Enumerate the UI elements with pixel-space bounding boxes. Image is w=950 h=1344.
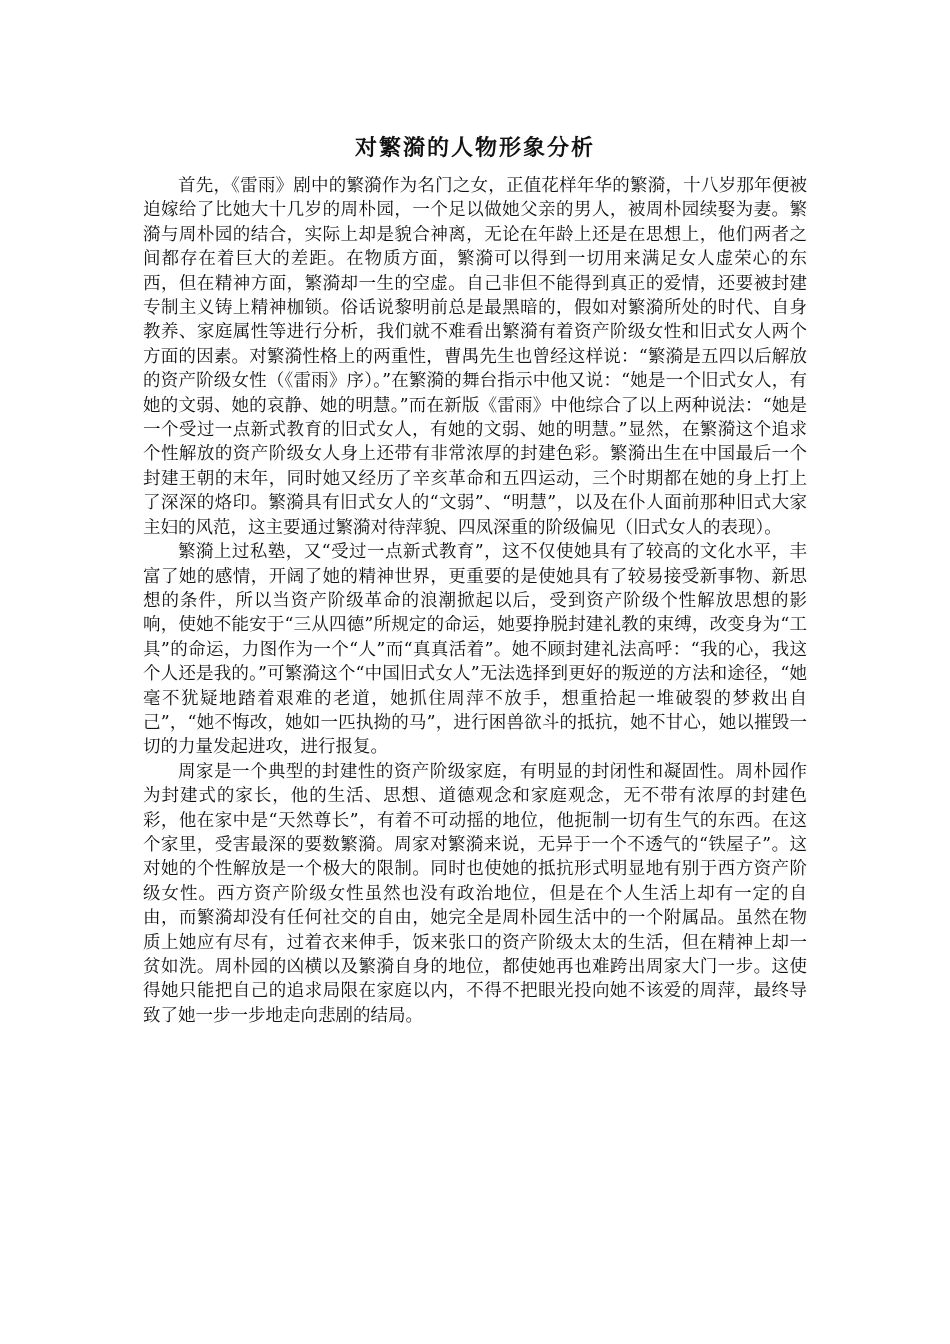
- document-title: 对繁漪的人物形象分析: [354, 135, 595, 161]
- paragraph-1: 首先，《雷雨》剧中的繁漪作为名门之女，正值花样年华的繁漪，十八岁那年便被迫嫁给了比她大十几岁的周朴园，一个足以做她父亲的男人，被周朴园续娶为妻。繁漪与周朴园的结合，实际上却是貌合神离，无论在年龄上还是在思想上，他们两者之间都存在着巨大的差距。在物质方面，繁漪可以得到一切用来满足女人虚荣心的东西，但在精神方面，繁漪却一生的空虚。自己非但不能得到真正的爱情，还要被封建专制主义铸上精神枷锁。俗话说黎明前总是最黑暗的，假如对繁漪所处的时代、自身教养、家庭属性等进行分析，我们就不难看出繁漪有着资产阶级女性和旧式女人两个方面的因素。对繁漪性格上的两重性，曹禺先生也曾经这样说：“繁漪是五四以后解放的资产阶级女性（《雷雨》序）。”在繁漪的舞台指示中他又说：“她是一个旧式女人，有她的文弱、她的哀静、她的明慧。”而在新版《雷雨》中他综合了以上两种说法：“她是一个受过一点新式教育的旧式女人，有她的文弱、她的明慧。”显然，在繁漪这个追求个性解放的资产阶级女人身上还带有非常浓厚的封建色彩。繁漪出生在中国最后一个封建王朝的末年，同时她又经历了辛亥革命和五四运动，三个时期都在她的身上打上了深深的烙印。繁漪具有旧式女人的“文弱”、“明慧”，以及在仆人面前那种旧式大家主妇的风范，这主要通过繁漪对待萍貌、四凤深重的阶级偏见（旧式女人的表现）。: [143, 176, 807, 538]
- paragraph-2: 繁漪上过私塾，又“受过一点新式教育”，这不仅使她具有了较高的文化水平，丰富了她的感情，开阔了她的精神世界，更重要的是使她具有了较易接受新事物、新思想的条件，所以当资产阶级革命的浪潮掀起以后，受到资产阶级个性解放思想的影响，使她不能安于“三从四德”所规定的命运，她要挣脱封建礼教的束缚，改变身为“工具”的命运，力图作为一个“人”而“真真活着”。她不顾封建礼法高呼：“我的心，我这个人还是我的。”可繁漪这个“中国旧式女人”无法选择到更好的叛逆的方法和途径，“她毫不犹疑地踏着艰难的老道，她抓住周萍不放手，想重拾起一堆破裂的梦救出自己”，“她不悔改，她如一匹执拗的马”，进行困兽欲斗的抵抗，她不甘心，她以摧毁一切的力量发起进攻，进行报复。: [143, 542, 807, 758]
- paragraph-3: 周家是一个典型的封建性的资产阶级家庭，有明显的封闭性和凝固性。周朴园作为封建式的家长，他的生活、思想、道德观念和家庭观念，无不带有浓厚的封建色彩，他在家中是“天然尊长”，有着不可动摇的地位，他扼制一切有生气的东西。在这个家里，受害最深的要数繁漪。周家对繁漪来说，无异于一个不透气的“铁屋子”。这对她的个性解放是一个极大的限制。同时也使她的抵抗形式明显地有别于西方资产阶级女性。西方资产阶级女性虽然也没有政治地位，但是在个人生活上却有一定的自由，而繁漪却没有任何社交的自由，她完全是周朴园生活中的一个附属品。虽然在物质上她应有尽有，过着衣来伸手，饭来张口的资产阶级太太的生活，但在精神上却一贫如洗。周朴园的凶横以及繁漪自身的地位，都使她再也难跨出周家大门一步。这使得她只能把自己的追求局限在家庭以内，不得不把眼光投向她不该爱的周萍，最终导致了她一步一步地走向悲剧的结局。: [143, 761, 807, 1026]
- document-body: [143, 174, 807, 1028]
